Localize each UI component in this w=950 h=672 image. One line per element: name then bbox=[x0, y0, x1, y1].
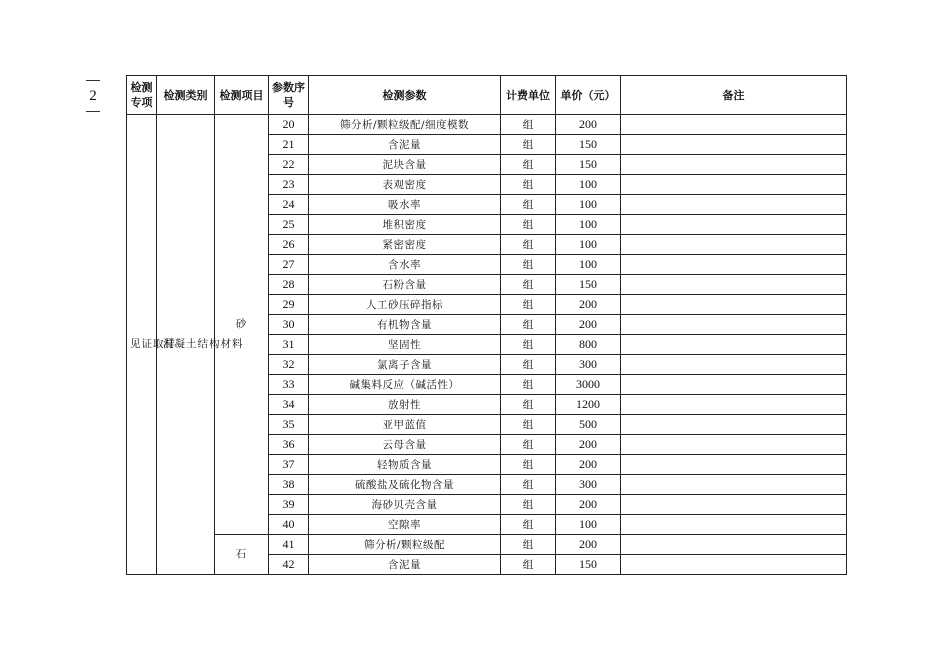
param-cell: 泥块含量 bbox=[309, 155, 501, 175]
remark-cell bbox=[621, 235, 847, 255]
seq-cell: 25 bbox=[269, 215, 309, 235]
price-cell: 100 bbox=[556, 515, 621, 535]
param-cell: 含泥量 bbox=[309, 135, 501, 155]
header-special: 检测专项 bbox=[127, 76, 157, 115]
unit-cell: 组 bbox=[501, 495, 556, 515]
param-cell: 堆积密度 bbox=[309, 215, 501, 235]
param-cell: 云母含量 bbox=[309, 435, 501, 455]
unit-cell: 组 bbox=[501, 295, 556, 315]
remark-cell bbox=[621, 355, 847, 375]
seq-cell: 36 bbox=[269, 435, 309, 455]
seq-cell: 21 bbox=[269, 135, 309, 155]
price-cell: 100 bbox=[556, 235, 621, 255]
price-cell: 200 bbox=[556, 535, 621, 555]
remark-cell bbox=[621, 295, 847, 315]
header-category: 检测类别 bbox=[157, 76, 215, 115]
param-cell: 含泥量 bbox=[309, 555, 501, 575]
unit-cell: 组 bbox=[501, 275, 556, 295]
page-number bbox=[80, 80, 106, 112]
unit-cell: 组 bbox=[501, 355, 556, 375]
table-row bbox=[127, 115, 847, 135]
remark-cell bbox=[621, 375, 847, 395]
param-cell: 放射性 bbox=[309, 395, 501, 415]
unit-cell: 组 bbox=[501, 215, 556, 235]
seq-cell: 24 bbox=[269, 195, 309, 215]
seq-cell: 31 bbox=[269, 335, 309, 355]
table-row bbox=[127, 535, 847, 555]
param-cell: 筛分析/颗粒级配/细度模数 bbox=[309, 115, 501, 135]
header-seq: 参数序号 bbox=[269, 76, 309, 115]
remark-cell bbox=[621, 415, 847, 435]
unit-cell: 组 bbox=[501, 235, 556, 255]
price-cell: 300 bbox=[556, 355, 621, 375]
unit-cell: 组 bbox=[501, 315, 556, 335]
unit-cell: 组 bbox=[501, 395, 556, 415]
seq-cell: 29 bbox=[269, 295, 309, 315]
seq-cell: 22 bbox=[269, 155, 309, 175]
header-price: 单价（元） bbox=[556, 76, 621, 115]
seq-cell: 34 bbox=[269, 395, 309, 415]
remark-cell bbox=[621, 475, 847, 495]
seq-cell: 41 bbox=[269, 535, 309, 555]
price-cell: 200 bbox=[556, 295, 621, 315]
seq-cell: 39 bbox=[269, 495, 309, 515]
seq-cell: 32 bbox=[269, 355, 309, 375]
price-cell: 800 bbox=[556, 335, 621, 355]
param-cell: 紧密密度 bbox=[309, 235, 501, 255]
seq-cell: 20 bbox=[269, 115, 309, 135]
param-cell: 轻物质含量 bbox=[309, 455, 501, 475]
category-cell: 混凝土结构材料 bbox=[157, 115, 215, 575]
unit-cell: 组 bbox=[501, 435, 556, 455]
seq-cell: 42 bbox=[269, 555, 309, 575]
table-body bbox=[127, 115, 847, 575]
remark-cell bbox=[621, 115, 847, 135]
seq-cell: 27 bbox=[269, 255, 309, 275]
remark-cell bbox=[621, 515, 847, 535]
price-cell: 200 bbox=[556, 315, 621, 335]
param-cell: 有机物含量 bbox=[309, 315, 501, 335]
unit-cell: 组 bbox=[501, 515, 556, 535]
remark-cell bbox=[621, 255, 847, 275]
remark-cell bbox=[621, 315, 847, 335]
header-param: 检测参数 bbox=[309, 76, 501, 115]
seq-cell: 40 bbox=[269, 515, 309, 535]
item-cell-sand: 砂 bbox=[215, 115, 269, 535]
seq-cell: 26 bbox=[269, 235, 309, 255]
price-cell: 200 bbox=[556, 115, 621, 135]
special-cell: 见证取样 bbox=[127, 115, 157, 575]
param-cell: 吸水率 bbox=[309, 195, 501, 215]
price-cell: 150 bbox=[556, 275, 621, 295]
price-cell: 100 bbox=[556, 215, 621, 235]
unit-cell: 组 bbox=[501, 255, 556, 275]
price-cell: 200 bbox=[556, 455, 621, 475]
remark-cell bbox=[621, 135, 847, 155]
remark-cell bbox=[621, 275, 847, 295]
param-cell: 筛分析/颗粒级配 bbox=[309, 535, 501, 555]
param-cell: 氯离子含量 bbox=[309, 355, 501, 375]
unit-cell: 组 bbox=[501, 535, 556, 555]
unit-cell: 组 bbox=[501, 135, 556, 155]
unit-cell: 组 bbox=[501, 175, 556, 195]
unit-cell: 组 bbox=[501, 475, 556, 495]
page-number-dash-top bbox=[86, 80, 100, 81]
seq-cell: 38 bbox=[269, 475, 309, 495]
page-number-text: 2 bbox=[89, 88, 97, 104]
param-cell: 空隙率 bbox=[309, 515, 501, 535]
remark-cell bbox=[621, 215, 847, 235]
unit-cell: 组 bbox=[501, 375, 556, 395]
remark-cell bbox=[621, 195, 847, 215]
remark-cell bbox=[621, 175, 847, 195]
header-remark: 备注 bbox=[621, 76, 847, 115]
param-cell: 碱集料反应（碱活性） bbox=[309, 375, 501, 395]
remark-cell bbox=[621, 435, 847, 455]
price-table bbox=[126, 75, 847, 575]
seq-cell: 33 bbox=[269, 375, 309, 395]
price-cell: 1200 bbox=[556, 395, 621, 415]
param-cell: 硫酸盐及硫化物含量 bbox=[309, 475, 501, 495]
remark-cell bbox=[621, 335, 847, 355]
price-cell: 3000 bbox=[556, 375, 621, 395]
unit-cell: 组 bbox=[501, 455, 556, 475]
param-cell: 人工砂压碎指标 bbox=[309, 295, 501, 315]
remark-cell bbox=[621, 535, 847, 555]
price-cell: 100 bbox=[556, 175, 621, 195]
price-cell: 150 bbox=[556, 555, 621, 575]
header-unit: 计费单位 bbox=[501, 76, 556, 115]
seq-cell: 37 bbox=[269, 455, 309, 475]
price-cell: 300 bbox=[556, 475, 621, 495]
price-cell: 100 bbox=[556, 195, 621, 215]
remark-cell bbox=[621, 395, 847, 415]
table-header-row bbox=[127, 76, 847, 115]
param-cell: 含水率 bbox=[309, 255, 501, 275]
remark-cell bbox=[621, 155, 847, 175]
price-cell: 150 bbox=[556, 155, 621, 175]
param-cell: 海砂贝壳含量 bbox=[309, 495, 501, 515]
unit-cell: 组 bbox=[501, 415, 556, 435]
price-cell: 500 bbox=[556, 415, 621, 435]
seq-cell: 23 bbox=[269, 175, 309, 195]
price-cell: 100 bbox=[556, 255, 621, 275]
param-cell: 亚甲蓝值 bbox=[309, 415, 501, 435]
price-cell: 200 bbox=[556, 435, 621, 455]
header-item: 检测项目 bbox=[215, 76, 269, 115]
seq-cell: 35 bbox=[269, 415, 309, 435]
seq-cell: 30 bbox=[269, 315, 309, 335]
param-cell: 石粉含量 bbox=[309, 275, 501, 295]
unit-cell: 组 bbox=[501, 115, 556, 135]
seq-cell: 28 bbox=[269, 275, 309, 295]
unit-cell: 组 bbox=[501, 335, 556, 355]
unit-cell: 组 bbox=[501, 155, 556, 175]
param-cell: 表观密度 bbox=[309, 175, 501, 195]
unit-cell: 组 bbox=[501, 555, 556, 575]
param-cell: 坚固性 bbox=[309, 335, 501, 355]
page-number-dash-bottom bbox=[86, 111, 100, 112]
price-cell: 200 bbox=[556, 495, 621, 515]
unit-cell: 组 bbox=[501, 195, 556, 215]
remark-cell bbox=[621, 495, 847, 515]
remark-cell bbox=[621, 555, 847, 575]
item-cell-stone: 石 bbox=[215, 535, 269, 575]
price-cell: 150 bbox=[556, 135, 621, 155]
remark-cell bbox=[621, 455, 847, 475]
